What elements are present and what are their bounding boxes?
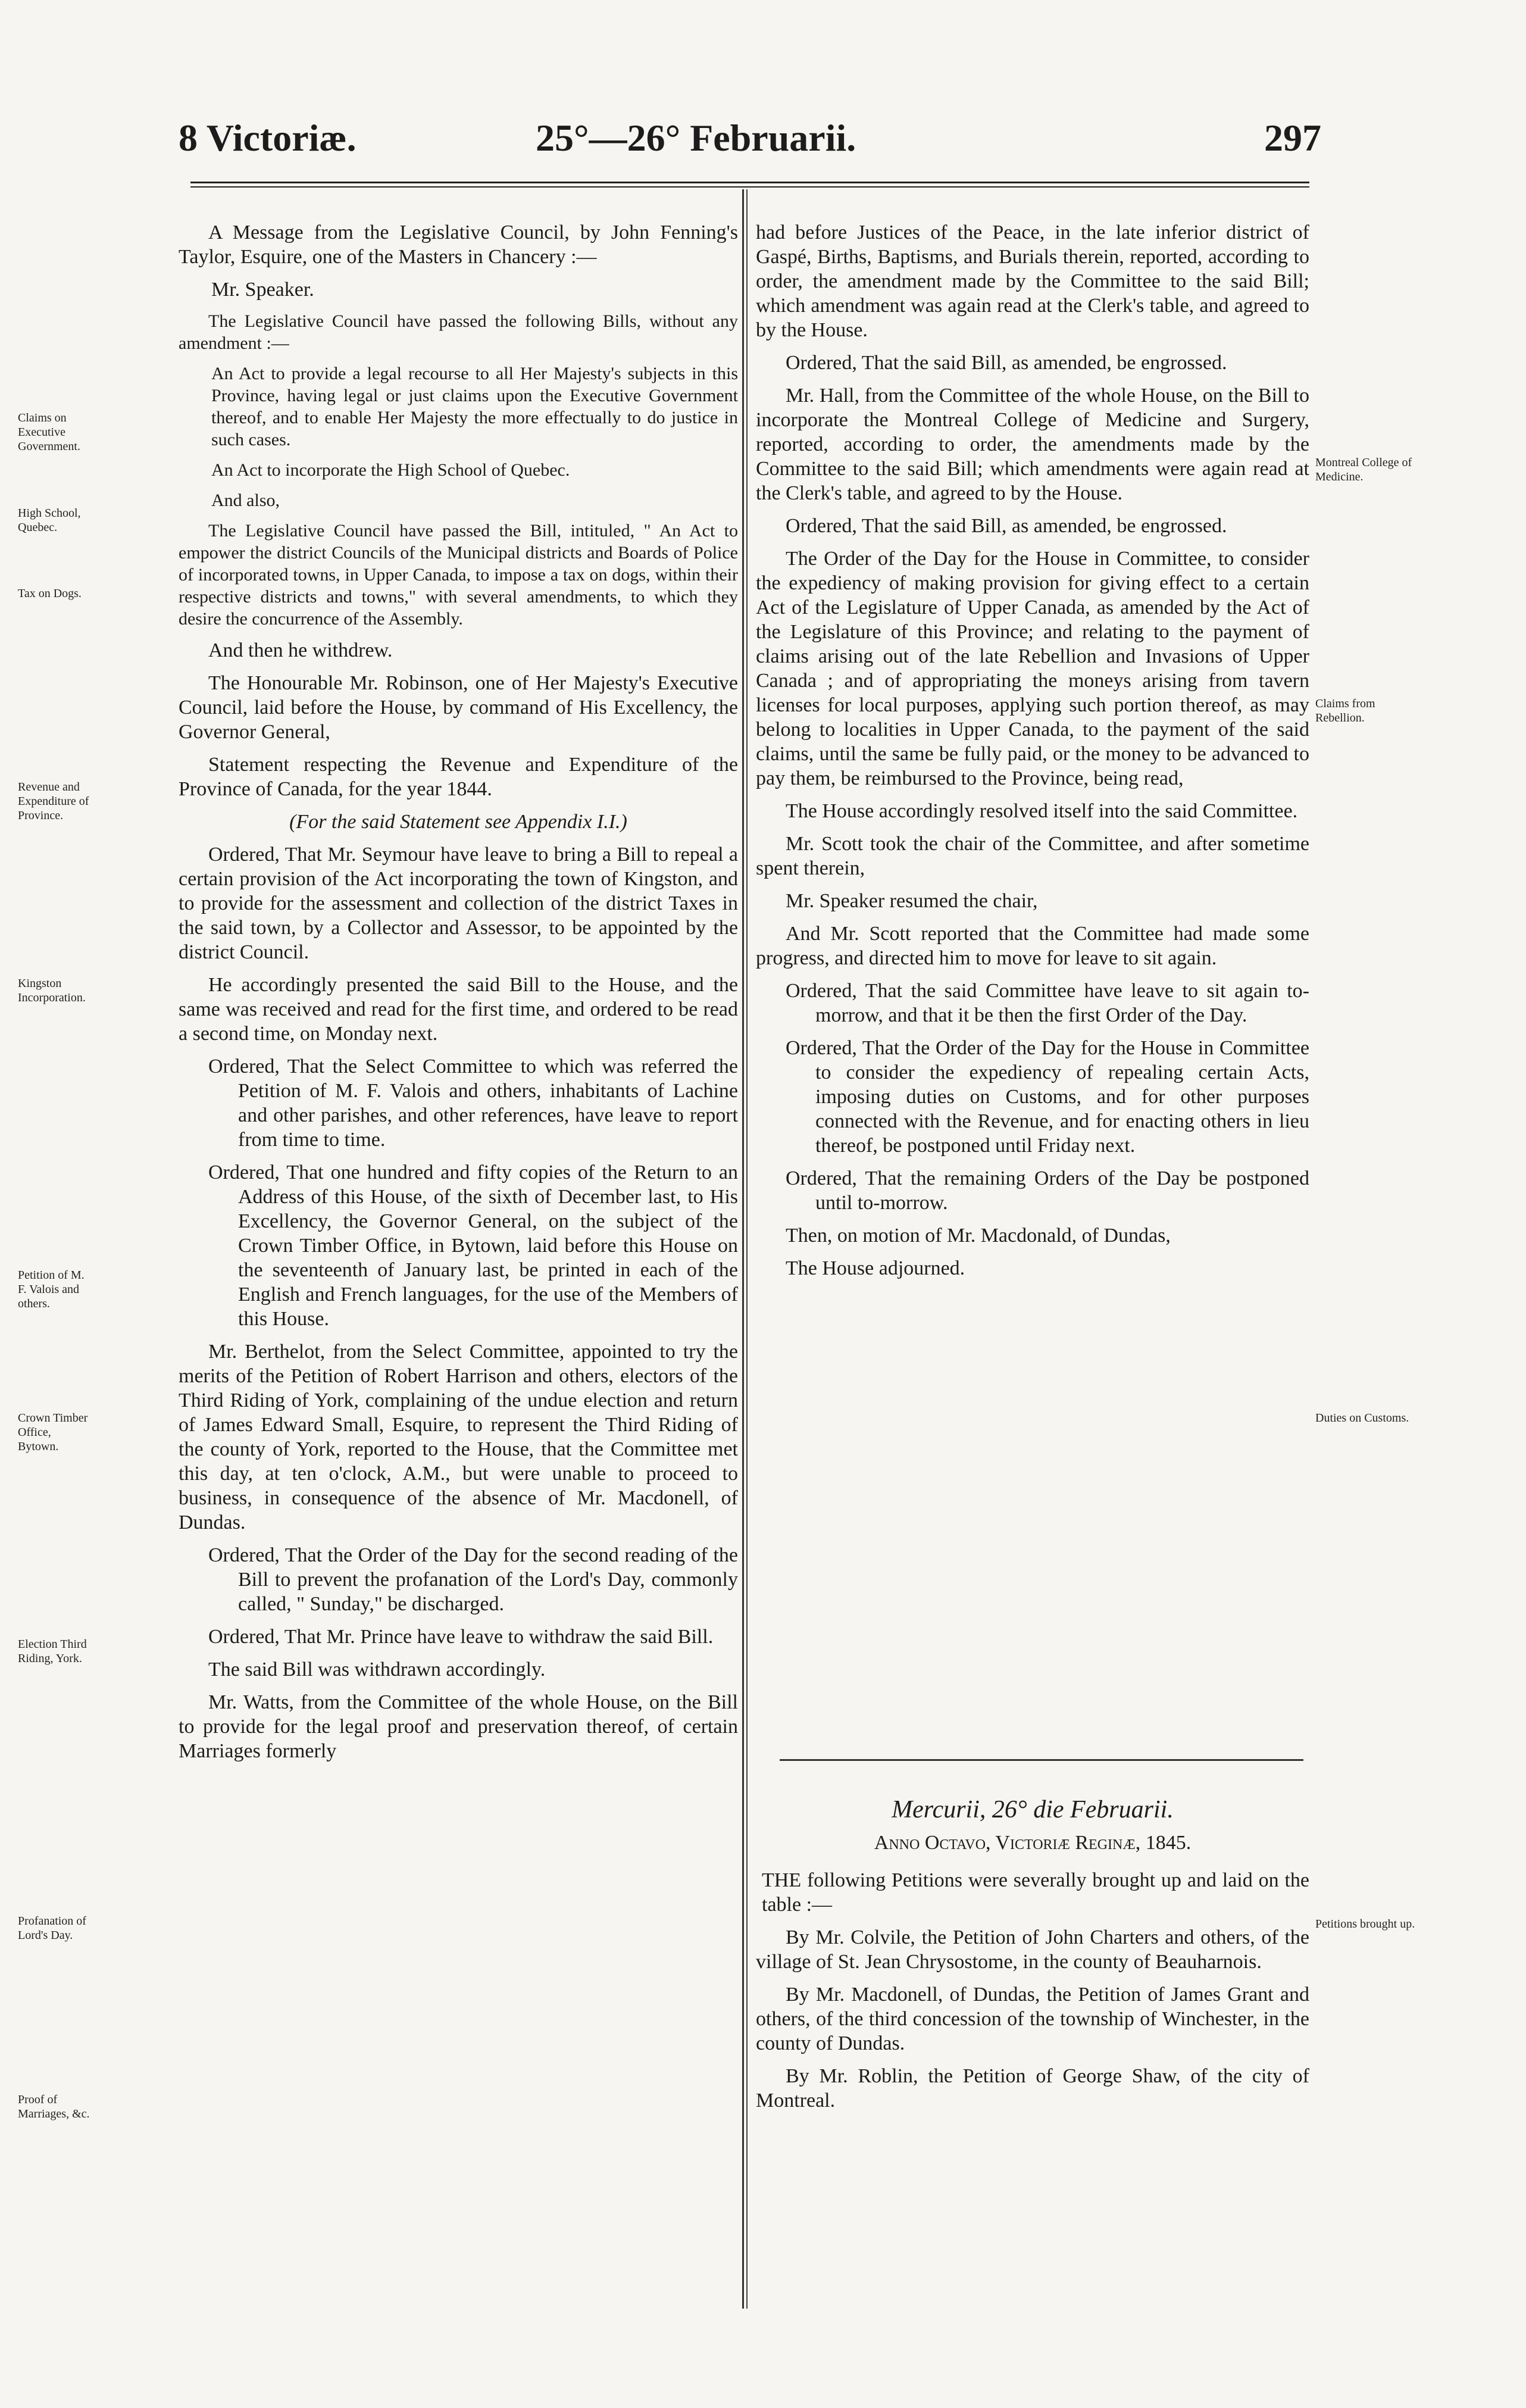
macdonald-motion: Then, on motion of Mr. Macdonald, of Dundas,: [786, 1225, 1171, 1247]
appendix-reference: (For the said Statement see Appendix I.I.): [289, 811, 627, 833]
prince-withdraw: Ordered, That Mr. Prince have leave to withdraw the said Bill.: [208, 1626, 714, 1648]
header-date: 25°—26° Februarii.: [536, 117, 856, 159]
customs-order: Ordered, That the Order of the Day for the House in Committee to consider the expediency of repealing certain Acts, imposing duties on Customs, and for other purposes connected with the Revenue, and for enacting others in lieu thereof, be postponed until Friday next.: [786, 1037, 1309, 1157]
regnal-year: Anno Octavo, Victoriæ Reginæ, 1845.: [874, 1832, 1192, 1854]
day-heading: Mercurii, 26° die Februarii.: [892, 1796, 1174, 1823]
bill-claims: An Act to provide a legal recourse to all Her Majesty's subjects in this Province, having legal or just claims upon the Executive Government thereof, and to enable Her Majesty the more effectually to do justice in such cases.: [211, 364, 738, 449]
bill-withdrawn: The said Bill was withdrawn accordingly.: [208, 1659, 546, 1681]
revenue-statement: Statement respecting the Revenue and Expenditure of the Province of Canada, for the year 1844.: [179, 754, 738, 800]
and-also: And also,: [211, 491, 280, 510]
right-column: [756, 220, 1309, 1289]
remaining-orders: Ordered, That the remaining Orders of the Day be postponed until to-morrow.: [786, 1167, 1309, 1214]
margin-note-high-school: High School, Quebec.: [18, 507, 81, 534]
hall-report: Mr. Hall, from the Committee of the whole House, on the Bill to incorporate the Montreal College of Medicine and Surgery, reported, according to order, the amendments made by the Committee to the said Bill; which amendments were again read at the Clerk's table, and agreed to by the House.: [756, 385, 1309, 504]
lords-day-order: Ordered, That the Order of the Day for the second reading of the Bill to prevent the profanation of the Lord's Day, commonly called, " Sunday," be discharged.: [208, 1544, 738, 1615]
margin-note-tax-dogs: Tax on Dogs.: [18, 587, 82, 600]
petition-macdonell: By Mr. Macdonell, of Dundas, the Petition of James Grant and others, of the third concession of the township of Winchester, in the county of Dundas.: [756, 1984, 1309, 2054]
margin-note-montreal-college: Montreal College of Medicine.: [1315, 456, 1412, 483]
engrossed-order-2: Ordered, That the said Bill, as amended, be engrossed.: [786, 515, 1227, 537]
petition-colvile: By Mr. Colvile, the Petition of John Charters and others, of the village of St. Jean Chrysostome, in the county of Beauharnois.: [756, 1926, 1309, 1973]
watts-report: Mr. Watts, from the Committee of the whole House, on the Bill to provide for the legal proof and preservation thereof, of certain Marriages formerly: [179, 1691, 738, 1762]
withdrew: And then he withdrew.: [208, 639, 393, 661]
margin-note-kingston: Kingston Incorporation.: [18, 977, 86, 1004]
bill-tax-dogs: The Legislative Council have passed the Bill, intituled, " An Act to empower the district Councils of the Municipal districts and Boards of Police of incorporated towns, in Upper Canada, to impose a tax on dogs, within their respective districts and towns," with several amendments, to which they desire the concurrence of the Assembly.: [179, 521, 738, 629]
header-rule-top: [190, 182, 1309, 183]
margin-note-rebellion: Claims from Rebellion.: [1315, 697, 1375, 724]
margin-note-revenue: Revenue and Expenditure of Province.: [18, 780, 89, 822]
right-column-new-day: [756, 1798, 1309, 2121]
header-rule-bottom: [190, 186, 1309, 188]
gaspe-continuation: had before Justices of the Peace, in the late inferior district of Gaspé, Births, Baptisms, and Burials therein, reported, according to order, the amendment made by the Committee to the said Bill; which amendment was again read at the Clerk's table, and agreed to by the House.: [756, 221, 1309, 341]
committee-resolved: The House accordingly resolved itself into the said Committee.: [786, 800, 1298, 822]
valois-order: Ordered, That the Select Committee to which was referred the Petition of M. F. Valois and others, inhabitants of Lachine and other parishes, and other references, have leave to report from time to time.: [208, 1055, 738, 1151]
column-divider: [742, 189, 744, 2309]
margin-note-valois: Petition of M. F. Valois and others.: [18, 1269, 85, 1310]
petition-roblin: By Mr. Roblin, the Petition of George Shaw, of the city of Montreal.: [756, 2065, 1309, 2112]
margin-note-claims: Claims on Executive Government.: [18, 411, 80, 453]
margin-note-customs: Duties on Customs.: [1315, 1411, 1409, 1425]
election-report: Mr. Berthelot, from the Select Committee, appointed to try the merits of the Petition of Robert Harrison and others, electors of the Third Riding of York, complaining of the undue election and return of James Edward Small, Esquire, to represent the Third Riding of the county of York, reported to the House, that the Committee met this day, at ten o'clock, A.M., but were unable to proceed to business, in consequence of the absence of Mr. Macdonell, of Dundas.: [179, 1341, 738, 1534]
margin-note-profanation: Profanation of Lord's Day.: [18, 1914, 86, 1942]
robinson-statement: The Honourable Mr. Robinson, one of Her Majesty's Executive Council, laid before the House, by command of His Excellency, the Governor General,: [179, 672, 738, 743]
bill-high-school: An Act to incorporate the High School of Quebec.: [211, 460, 570, 480]
page-number: 297: [1264, 117, 1321, 159]
council-passed: The Legislative Council have passed the following Bills, without any amendment :—: [179, 311, 738, 353]
rebellion-order: The Order of the Day for the House in Committee, to consider the expediency of making provision for giving effect to a certain Act of the Legislature of Upper Canada, as amended by the Act of the Legislature of this Province; and relating to the payment of claims arising out of the late Rebellion and Invasions of Upper Canada ; and of appropriating the moneys arising from tavern licenses for local purposes, applying such portion thereof, as may belong to localities in Upper Canada, to the payment of the said claims, until the same be fully paid, or the money to be advanced to pay them, be reimbursed to the Province, being read,: [756, 548, 1309, 789]
kingston-order: Ordered, That Mr. Seymour have leave to bring a Bill to repeal a certain provision of the Act incorporating the town of Kingston, and to provide for the assessment and collection of the district Taxes in the said town, by a Collector and Assessor, to be appointed by the district Council.: [179, 844, 738, 963]
sit-again-order: Ordered, That the said Committee have leave to sit again to-morrow, and that it be then the first Order of the Day.: [786, 980, 1309, 1026]
engrossed-order-1: Ordered, That the said Bill, as amended, be engrossed.: [786, 352, 1227, 374]
petitions-intro: THE following Petitions were severally brought up and laid on the table :—: [762, 1869, 1309, 1916]
crown-timber-order: Ordered, That one hundred and fifty copies of the Return to an Address of this House, of the sixth of December last, to His Excellency, the Governor General, on the subject of the Crown Timber Office, in Bytown, laid before this House on the seventeenth of January last, be printed in each of the English and French languages, for the use of the Members of this House.: [208, 1161, 738, 1330]
header-session: 8 Victoriæ.: [179, 117, 357, 159]
margin-note-crown-timber: Crown Timber Office, Bytown.: [18, 1411, 88, 1453]
scott-chair: Mr. Scott took the chair of the Committee, and after sometime spent therein,: [756, 833, 1309, 879]
margin-note-election: Election Third Riding, York.: [18, 1638, 87, 1665]
page-header: [173, 116, 1327, 164]
house-adjourned: The House adjourned.: [786, 1257, 965, 1279]
speaker-resumed: Mr. Speaker resumed the chair,: [786, 890, 1038, 912]
column-divider-secondary: [746, 189, 748, 2309]
scott-reported: And Mr. Scott reported that the Committee had made some progress, and directed him to move for leave to sit again.: [756, 923, 1309, 969]
day-separator-rule: [780, 1759, 1303, 1761]
bill-presented: He accordingly presented the said Bill to the House, and the same was received and read for the first time, and ordered to be read a second time, on Monday next.: [179, 974, 738, 1045]
mr-speaker: Mr. Speaker.: [211, 279, 314, 301]
margin-note-petitions: Petitions brought up.: [1315, 1917, 1415, 1931]
margin-note-marriages: Proof of Marriages, &c.: [18, 2093, 90, 2120]
message-intro: A Message from the Legislative Council, by John Fenning's Taylor, Esquire, one of the Masters in Chancery :—: [179, 221, 738, 268]
left-column: [179, 220, 738, 1772]
